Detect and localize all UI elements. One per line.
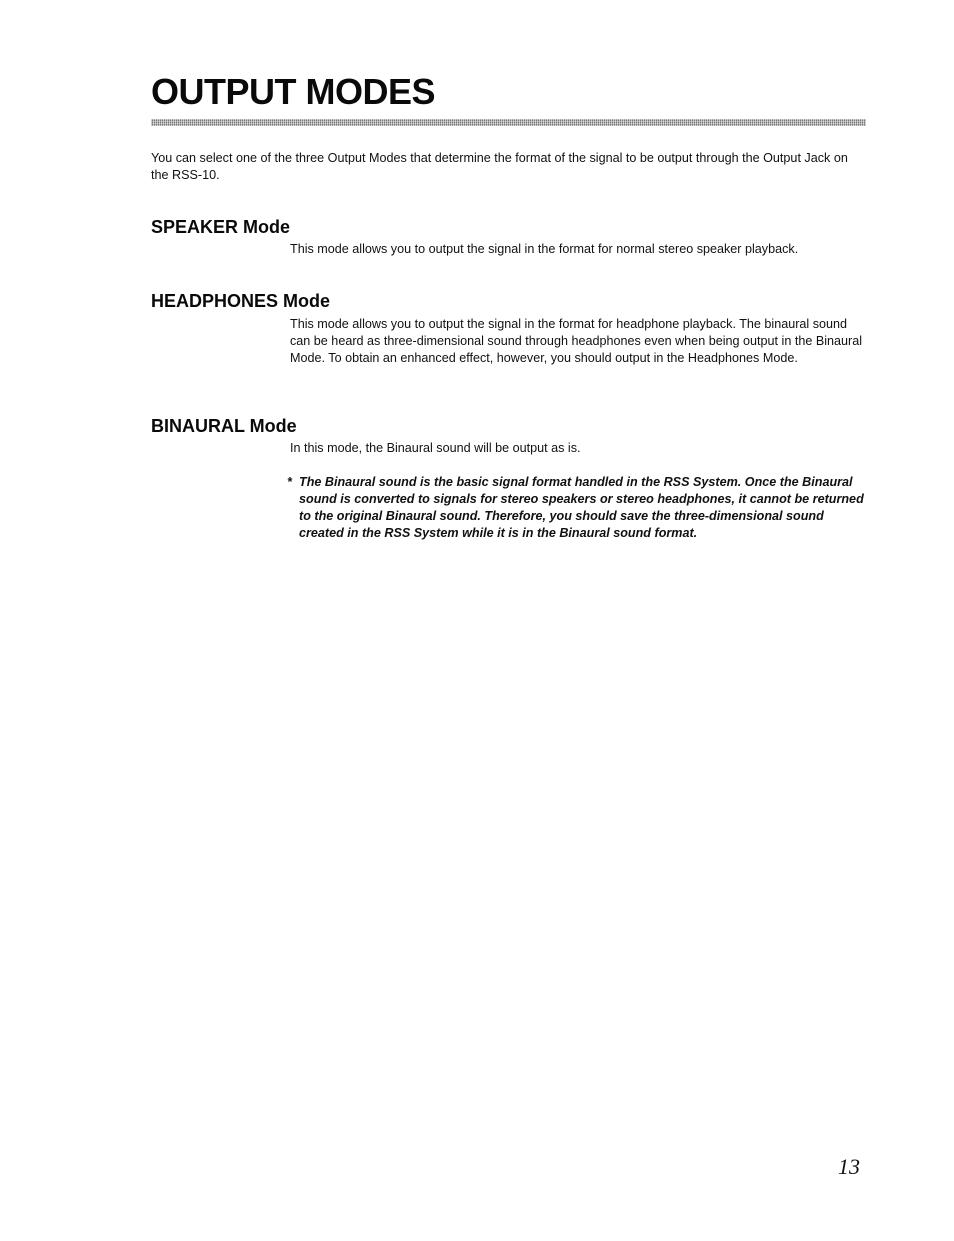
intro-paragraph: You can select one of the three Output Modes that determine the format of the signal to be output through the Output Jack on the RSS-10. — [151, 151, 848, 182]
headphones-mode-description: This mode allows you to output the signal in the format for headphone playback. The binaural sound can be heard as three-dimensional sound through headphones even when being output in the Binaural Mode. To obtain an enhanced effect, however, you should output in the Headphones Mode. — [290, 317, 863, 365]
page-number: 13 — [838, 1154, 860, 1179]
note-text: The Binaural sound is the basic signal format handled in the RSS System. Once the Binaural sound is converted to signals for stereo speakers or stereo headphones, it cannot be returned to the original Binaural sound. Therefore, you should save the three-dimensional sound created in the RSS System while it is in the Binaural sound format. — [299, 475, 864, 540]
headphones-mode-heading: HEADPHONES Mode — [151, 291, 331, 311]
binaural-mode-heading: BINAURAL Mode — [151, 416, 297, 436]
note-asterisk: * — [287, 475, 292, 489]
binaural-mode-description: In this mode, the Binaural sound will be output as is. — [290, 441, 581, 455]
binaural-note — [287, 474, 867, 542]
title-divider — [151, 119, 866, 126]
speaker-mode-heading: SPEAKER Mode — [151, 217, 291, 237]
page-title: OUTPUT MODES — [151, 71, 436, 112]
speaker-mode-description: This mode allows you to output the signal in the format for normal stereo speaker playback. — [290, 242, 799, 256]
